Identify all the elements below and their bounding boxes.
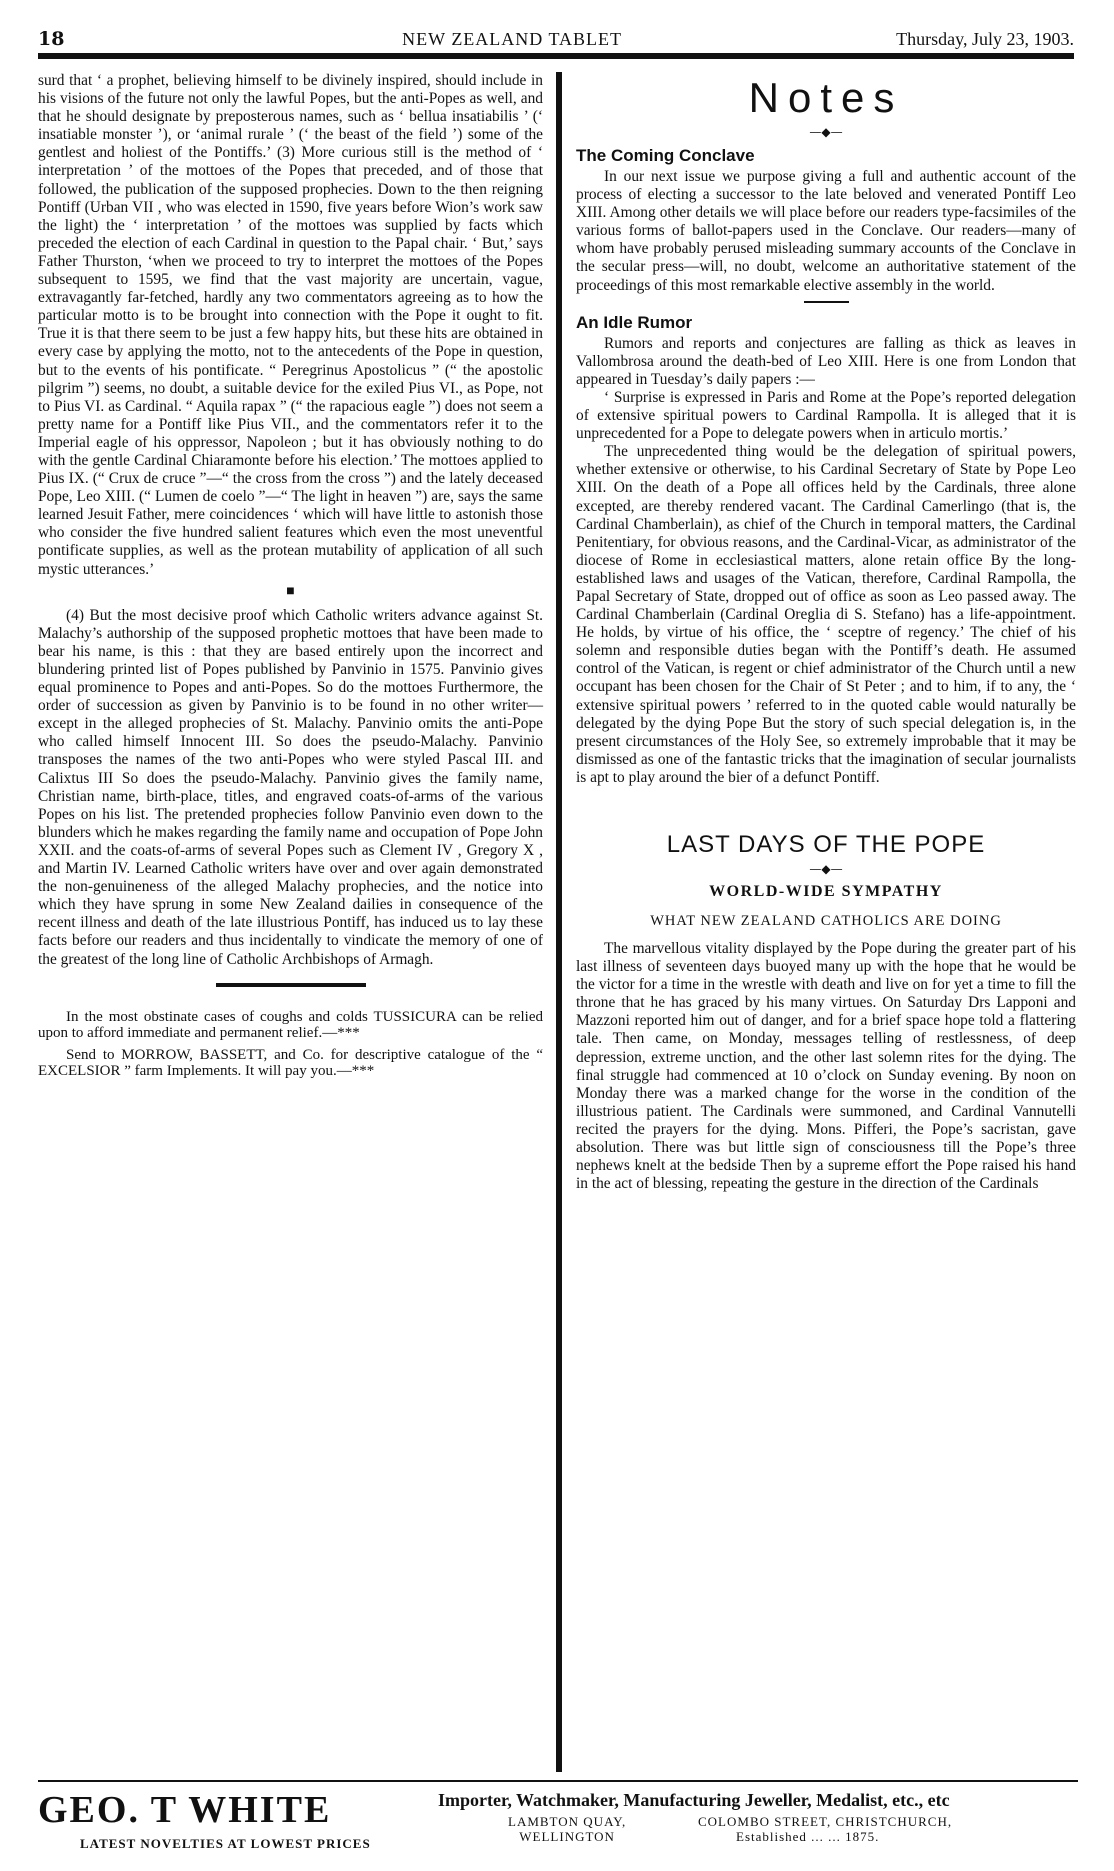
rumor-paragraph-1: Rumors and reports and conjectures are falling as thick as leaves in Vallombrosa around the death-bed of Leo XIII. Here is one from London that appeared in Tuesday’s daily papers :— (576, 334, 1076, 388)
rumor-paragraph-3: The unprecedented thing would be the delegation of spiritual powers, whether extensive or otherwise, to his Cardinal Secretary of State by Pope Leo XIII. On the death of a Pope all offices held by the Cardinals, three alone excepted, are thereby rendered vacant. The Cardinal Camerlingo (that is, the Cardinal Chamberlain), as chief of the Church in temporal matters, the Cardinal Penitentiary, for obvious reasons, and the Cardinal-Vicar, as administrator of the diocese of Rome in ecclesiastical matters, alone retain office By the long-established laws and usages of the Vatican, therefore, Cardinal Rampolla, the Papal Secretary of State, dropped out of office as soon as Leo passed away. The Cardinal Chamberlain (Cardinal Oreglia di S. Stefano) has a life-appointment. He holds, by virtue of his office, the ‘ sceptre of regency.’ The chief of his solemn and responsible duties began with the Pontiff’s death. He assumed control of the Vatican, is regent or chief administrator of the Church until a new occupant has been chosen for the Chair of St Peter ; and to him, if to any, the ‘ extensive spiritual powers ’ referred to in the quoted cable would naturally be delegated by the dying Pope But the story of such special delegation is, in the present circumstances of the Holy See, so extremely improbable that it may be dismissed as one of the fantastic tricks that the imagination of secular journalists is apt to play around the bier of a defunct Pontiff. (576, 443, 1076, 786)
article-separator (804, 301, 849, 303)
advertiser-location-wellington (508, 1814, 626, 1844)
ornament: —◆— (809, 125, 843, 139)
advertiser-name: GEO. T WHITE (38, 1789, 332, 1831)
location1-line1: LAMBTON QUAY, (508, 1814, 627, 1829)
left-article (38, 72, 543, 969)
advertiser-trade: Importer, Watchmaker, Manufacturing Jeweller, Medalist, etc., etc (438, 1790, 950, 1810)
column-divider (556, 72, 562, 1772)
notes-title: Notes (748, 74, 904, 121)
section-article (576, 940, 1076, 1193)
section-ornament: —◆— (809, 862, 843, 876)
ad-notice-excelsior: Send to MORROW, BASSETT, and Co. for descriptive catalogue of the “ EXCELSIOR ” farm Implements. It will pay you.—*** (38, 1046, 543, 1079)
separator-mark: ■ (286, 583, 295, 599)
article-heading-conclave: The Coming Conclave (576, 146, 755, 165)
columns (38, 72, 1078, 1777)
right-column (576, 72, 1076, 1193)
left-paragraph-1: surd that ‘ a prophet, believing himself to be divinely inspired, should include in his visions of the future not only the lawful Popes, but the anti-Popes as well, and that he should designate by preposterous names, such as ‘ bellua insatiabilis ’ (‘ insatiable monster ’), or ‘animal rurale ’ (‘ the beast of the field ’) some of the gentlest and holiest of the Pontiffs.’ (3) More curious still is the method of ‘ interpretation ’ of the mottoes of the Popes that preceded, and of those that followed, the publication of the supposed prophecies. Down to the then reigning Pontiff (Urban VII , who was elected in 1590, five years before Wion’s work saw the light) the ‘ interpretation ’ of the mottoes was supplied by facts which preceded the election of each Cardinal in question to the Papal chair. ‘ But,’ says Father Thurston, ‘when we proceed to try to interpret the mottoes of the Popes subsequent to 1595, we find that the vast majority are uncertain, vague, extravagantly far-fetched, hardly any two commentators agreeing as to how the particular motto is to be brought into connection with the Pope it ought to fit. True it is that there seem to be just a few happy hits, but these hits are obtained in every case by applying the motto, not to the antecedents of the Pope in question, but to the events of his pontificate. “ Peregrinus Apostolicus ” (“ the apostolic pilgrim ”) seems, no doubt, a suitable device for the exiled Pius VI., as Pope, not to Pius VI. as Cardinal. “ Aquila rapax ” (“ the rapacious eagle ”) does not seem a pretty name for a Pontiff like Pius VII., and the commentators refer it to the Imperial eagle of his oppressor, Napoleon ; but it has obviously nothing to do with the gentle Cardinal Chiaramonte before his election.’ The mottoes applied to Pius IX. (“ Crux de cruce ”—“ the cross from the cross ”) and the lately deceased Pope, Leo XIII. (“ Lumen de coelo ”—“ The light in heaven ”) are, says the same learned Jesuit Father, mere coincidences ‘ which will have little to astonish those who consider the five hundred salient features which even the most uneventful pontificate supplies, as well as the protean mutability of application of all such mystic utterances.’ (38, 72, 543, 578)
masthead (38, 22, 1074, 50)
advertiser-location-christchurch (698, 1814, 952, 1844)
section-title: LAST DAYS OF THE POPE (666, 831, 986, 858)
location1-line2: WELLINGTON (519, 1829, 615, 1844)
established: Established ... ... 1875. (736, 1829, 880, 1844)
section-subtitle: WORLD-WIDE SYMPATHY (709, 883, 943, 900)
page-number: 18 (38, 28, 65, 50)
article-rumor (576, 335, 1076, 787)
location2-line1: COLOMBO STREET, CHRISTCHURCH, (698, 1814, 953, 1829)
advertiser-tagline: LATEST NOVELTIES AT LOWEST PRICES (80, 1836, 371, 1851)
section-subsubtitle: WHAT NEW ZEALAND CATHOLICS ARE DOING (650, 913, 1002, 929)
conclave-paragraph: In our next issue we purpose giving a full and authentic account of the process of electing a successor to the late beloved and venerated Pontiff Leo XIII. Among other details we will place before our readers type-facsimiles of the various forms of ballot-papers used in the Conclave. Our readers—many of whom have probably perused misleading summary accounts of the Conclave in the secular press—will, no doubt, welcome an authoritative statement of the proceedings of this most remarkable elective assembly in the world. (576, 168, 1076, 294)
masthead-rule (38, 53, 1074, 59)
rumor-paragraph-2: ‘ Surprise is expressed in Paris and Rome at the Pope’s reported delegation of extensive spiritual powers to Cardinal Rampolla. It is alleged that it is unprecedented for a Pope to delegate powers when in articulo mortis.’ (576, 388, 1076, 443)
advert-rule (38, 1780, 1078, 1782)
issue-date: Thursday, July 23, 1903. (896, 29, 1074, 49)
ad-notice-tussicura: In the most obstinate cases of coughs and colds TUSSICURA can be relied upon to afford immediate and permanent relief.—*** (38, 1008, 543, 1041)
left-column (38, 72, 543, 1079)
advertisement (38, 1788, 1078, 1858)
left-paragraph-2: (4) But the most decisive proof which Catholic writers advance against St. Malachy’s authorship of the supposed prophetic mottoes that have been made to bear his name, is this : that they are based entirely upon the incorrect and blundering printed list of Popes published by Panvinio in 1575. Panvinio gives equal prominence to Popes and anti-Popes. So do the mottoes Furthermore, the order of succession as given by Panvinio is to be found in no other writer—except in the alleged prophecies of St. Malachy. Panvinio omits the anti-Pope who called himself Innocent III. So does the pseudo-Malachy. Panvinio transposes the names of the two anti-Popes who were styled Pascal III. and Calixtus III So does the pseudo-Malachy. Panvinio gives the family name, Christian name, birth-place, titles, and engraved coats-of-arms of the various Popes on his list. The pretended prophecies follow Panvinio even down to the blunders which he makes regarding the family name and occupation of Pope John XXII. and the coats-of-arms of several Popes such as Clement IV , Gregory X , and Martin IV. Learned Catholic writers have over and over again demonstrated the non-genuineness of the alleged Malachy prophecies, and the notice into which they have sprung in some New Zealand dailies in consequence of the recent illness and death of the late illustrious Pontiff, has induced us to lay these facts before our readers and thus incidentally to vindicate the memory of one of the greatest of the long line of Catholic Archbishops of Armagh. (38, 606, 543, 968)
paper-title: NEW ZEALAND TABLET (402, 29, 623, 49)
column-end-rule (216, 983, 366, 987)
ad-notices (38, 1009, 543, 1079)
section-paragraph: The marvellous vitality displayed by the Pope during the greater part of his last illness of seventeen days buoyed many up with the hope that he would be the victor for a time in the wrestle with death and live on for yet a time to fill the throne that he has graced by his many virtues. On Saturday Drs Lapponi and Mazzoni reported him out of danger, and for a brief space hope told a flattering tale. Then came, on Monday, messages telling of restlessness, of deep depression, extreme unction, and the other last solemn rites for the dying. The final struggle had commenced at 10 o’clock on Sunday evening. By noon on Monday there was a marked change for the worse in the condition of the illustrious patient. The Cardinals were summoned, and Cardinal Vannutelli recited the prayers for the dying. Mons. Pifferi, the Pope’s sacristan, gave absolution. There was but little sign of consciousness till the Pope’s three nephews knelt at the bedside Then by a supreme effort the Pope raised his hand in the act of blessing, repeating the gesture in the direction of the Cardinals (576, 940, 1076, 1193)
article-conclave (576, 168, 1076, 295)
article-heading-rumor: An Idle Rumor (576, 312, 693, 332)
